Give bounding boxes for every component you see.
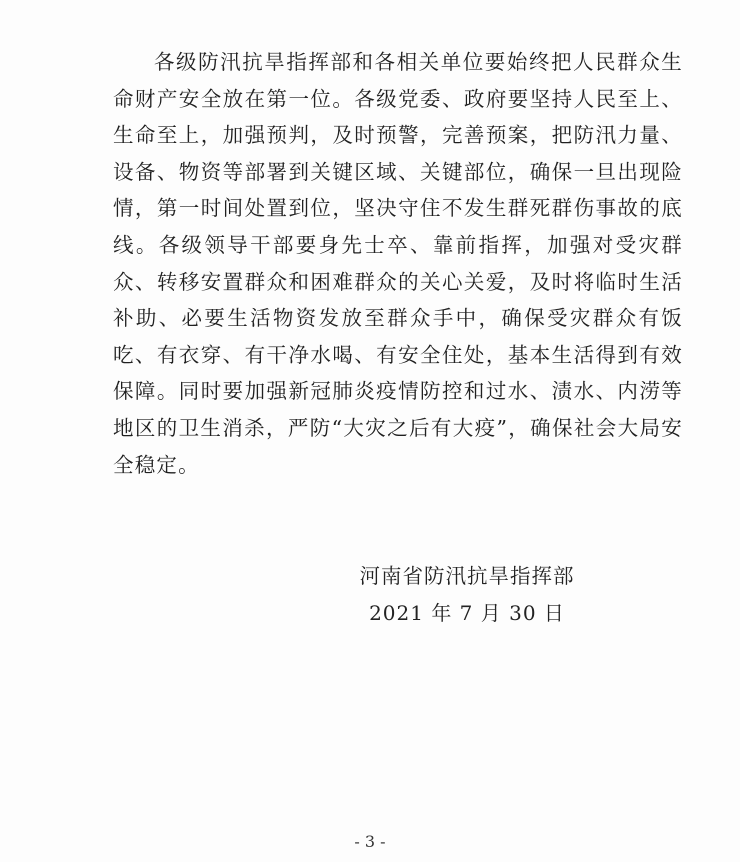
page-number: - 3 - bbox=[354, 832, 386, 851]
signature-date: 2021 年 7 月 30 日 bbox=[369, 601, 565, 625]
signature-block bbox=[357, 561, 577, 628]
body-paragraph: 各级防汛抗旱指挥部和各相关单位要始终把人民群众生命财产安全放在第一位。各级党委、政府要坚持人民至上、生命至上，加强预判，及时预警，完善预案，把防汛力量、设备、物资等部署到关键区域、关键部位，确保一旦出现险情，第一时间处置到位，坚决守住不发生群死群伤事故的底线。各级领导干部要身先士卒、靠前指挥，加强对受灾群众、转移安置群众和困难群众的关心关爱，及时将临时生活补助、必要生活物资发放至群众手中，确保受灾群众有饭吃、有衣穿、有干净水喝、有安全住处，基本生活得到有效保障。同时要加强新冠肺炎疫情防控和过水、渍水、内涝等地区的卫生消杀，严防“大灾之后有大疫”，确保社会大局安全稳定。 bbox=[113, 50, 683, 477]
signature-organization: 河南省防汛抗旱指挥部 bbox=[359, 564, 575, 588]
